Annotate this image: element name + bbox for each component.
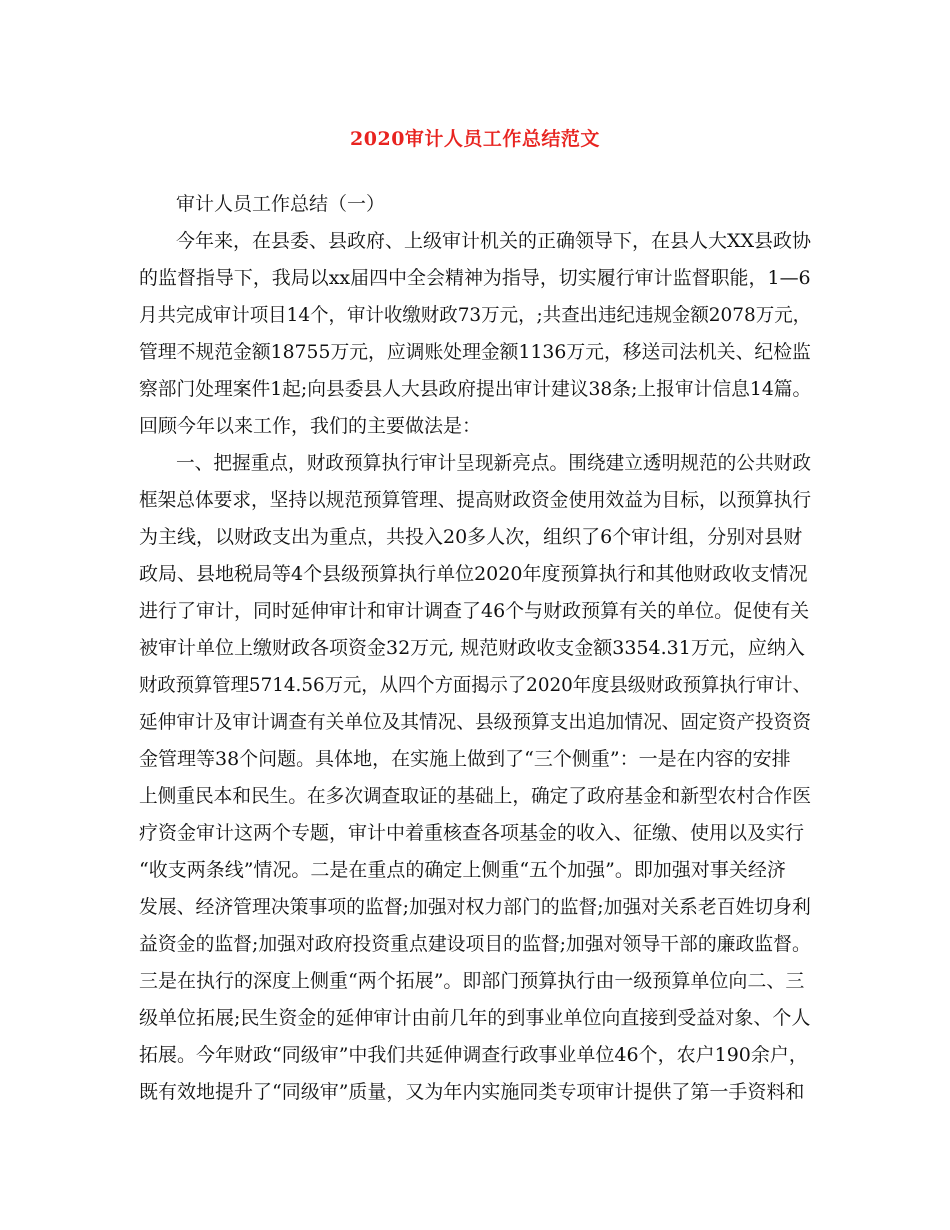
paragraph-line: 金管理等38个问题。具体地，在实施上做到了“三个侧重”：一是在内容的安排	[139, 748, 791, 770]
document-title: 2020审计人员工作总结范文	[350, 128, 600, 150]
paragraph-line: 既有效地提升了“同级审”质量，又为年内实施同类专项审计提供了第一手资料和	[139, 1081, 805, 1103]
paragraph-line: 今年来，在县委、县政府、上级审计机关的正确领导下，在县人大XX县政协	[176, 230, 812, 252]
paragraph-line: “收支两条线”情况。二是在重点的确定上侧重“五个加强”。即加强对事关经济	[139, 859, 786, 881]
paragraph-line: 上侧重民本和民生。在多次调查取证的基础上，确定了政府基金和新型农村合作医	[139, 785, 812, 807]
paragraph-line: 的监督指导下，我局以xx届四中全会精神为指导，切实履行审计监督职能，1—6	[139, 267, 811, 289]
paragraph-line: 框架总体要求，坚持以规范预算管理、提高财政资金使用效益为目标，以预算执行	[139, 489, 812, 511]
paragraph-line: 月共完成审计项目14个，审计收缴财政73万元，;共查出违纪违规金额2078万元，	[139, 304, 812, 326]
paragraph-line: 发展、经济管理决策事项的监督;加强对权力部门的监督;加强对关系老百姓切身利	[139, 896, 811, 918]
paragraph-line: 延伸审计及审计调查有关单位及其情况、县级预算支出追加情况、固定资产投资资	[139, 711, 812, 733]
paragraph-line: 察部门处理案件1起;向县委县人大县政府提出审计建议38条;上报审计信息14篇。	[139, 378, 812, 400]
paragraph-line: 回顾今年以来工作，我们的主要做法是：	[139, 415, 482, 437]
paragraph-line: 为主线，以财政支出为重点，共投入20多人次，组织了6个审计组，分别对县财	[139, 526, 803, 548]
paragraph-line: 级单位拓展;民生资金的延伸审计由前几年的到事业单位向直接到受益对象、个人	[139, 1007, 811, 1029]
paragraph-line: 拓展。今年财政“同级审”中我们共延伸调查行政事业单位46个，农户190余户，	[139, 1044, 808, 1066]
paragraph-line: 管理不规范金额18755万元，应调账处理金额1136万元，移送司法机关、纪检监	[139, 341, 811, 363]
paragraph-line: 财政预算管理5714.56万元，从四个方面揭示了2020年度县级财政预算执行审计、	[139, 674, 811, 696]
paragraph-line: 被审计单位上缴财政各项资金32万元, 规范财政收支金额3354.31万元，应纳入	[139, 637, 805, 659]
paragraph-line: 三是在执行的深度上侧重“两个拓展”。即部门预算执行由一级预算单位向二、三	[139, 970, 805, 992]
paragraph-line: 疗资金审计这两个专题，审计中着重核查各项基金的收入、征缴、使用以及实行	[139, 822, 805, 844]
paragraph-line: 益资金的监督;加强对政府投资重点建设项目的监督;加强对领导干部的廉政监督。	[139, 933, 811, 955]
paragraph-line: 一、把握重点，财政预算执行审计呈现新亮点。围绕建立透明规范的公共财政	[176, 452, 812, 474]
paragraph-line: 进行了审计，同时延伸审计和审计调查了46个与财政预算有关的单位。促使有关	[139, 600, 810, 622]
paragraph-line: 政局、县地税局等4个县级预算执行单位2020年度预算执行和其他财政收支情况	[139, 563, 808, 585]
section-heading: 审计人员工作总结（一）	[176, 193, 386, 215]
